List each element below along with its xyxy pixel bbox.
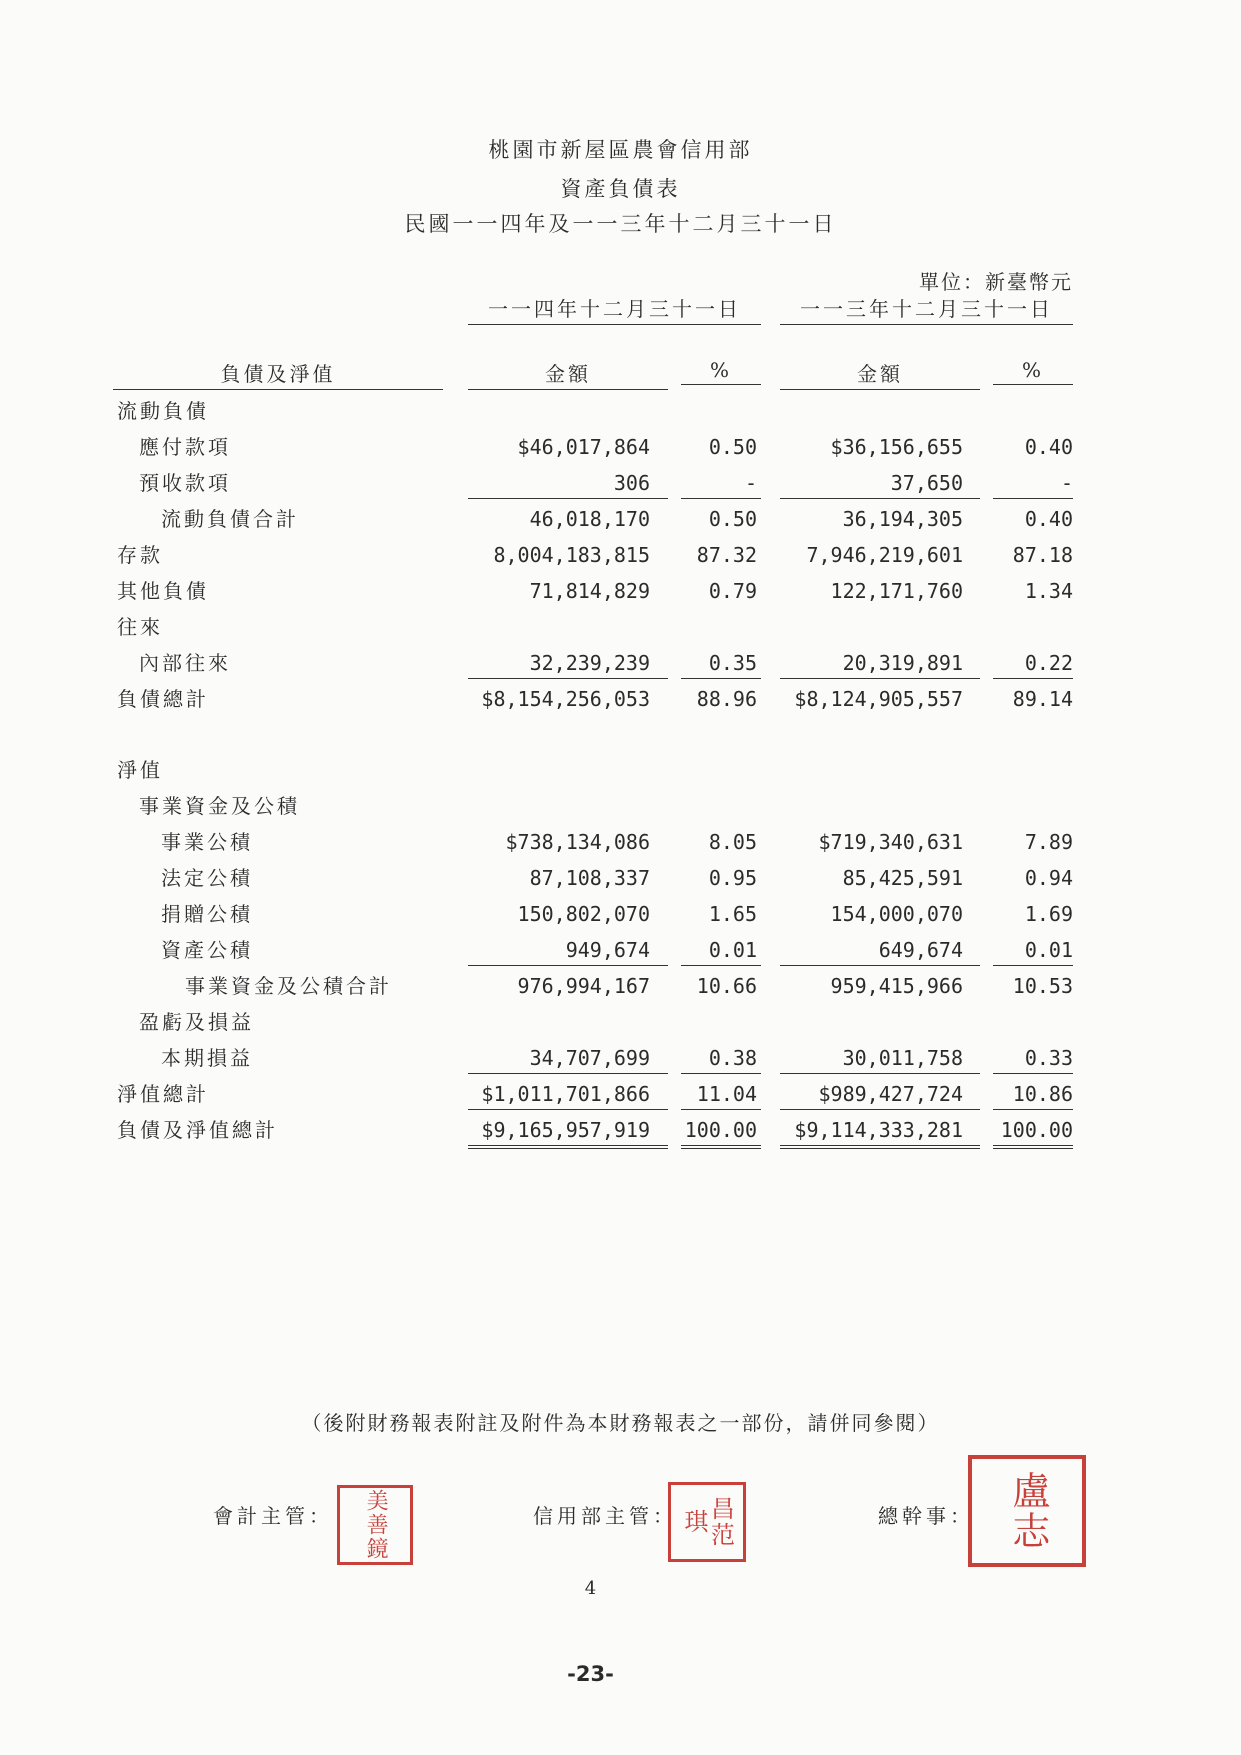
row-label: 應付款項 [139,435,231,459]
percent-2025: 0.95 [708,866,757,890]
amount-2025: $738,134,086 [505,830,650,854]
amount-2024: 959,415,966 [830,974,963,998]
amount-2025 [468,754,650,786]
subtotal-rule [993,498,1073,499]
subtotal-rule [468,498,668,499]
general-manager-seal [968,1455,1086,1567]
credit-dept-seal-text: 昌范琪 [680,1496,735,1548]
subtotal-rule [468,965,668,966]
row-label: 負債總計 [117,687,209,711]
amount-2025: $1,011,701,866 [481,1082,650,1106]
percent-2025 [681,611,757,643]
table-row [0,539,1241,571]
row-label: 內部往來 [139,651,231,675]
amount-2024: $9,114,333,281 [794,1118,963,1142]
subtotal-rule [780,498,980,499]
table-row [0,1006,1241,1038]
amount-2025 [468,395,650,427]
percent-2025: 100.00 [684,1118,757,1142]
percent-2025: 0.50 [708,507,757,531]
percent-2024: 0.01 [1024,938,1073,962]
table-row [0,790,1241,822]
table-row [0,575,1241,607]
amount-2025: 32,239,239 [529,651,650,675]
row-label: 存款 [117,543,163,567]
row-label: 盈虧及損益 [139,1010,254,1034]
percent-2024 [997,395,1073,427]
row-label: 事業資金及公積 [139,794,300,818]
amount-2025: 34,707,699 [529,1046,650,1070]
percent-2025: 88.96 [696,687,757,711]
amount-2024: 37,650 [890,471,963,495]
percent-2025: 87.32 [696,543,757,567]
amount-2025: $8,154,256,053 [481,687,650,711]
period-b-header: 一一三年十二月三十一日 [780,293,1073,325]
percent-2024: 1.69 [1024,902,1073,926]
subtotal-rule [681,1073,761,1074]
table-row [0,431,1241,463]
percent-2024 [997,611,1073,643]
subtotal-rule [993,1073,1073,1074]
accounting-supervisor-label: 會計主管： [213,1504,333,1528]
percent-2024: 0.40 [1024,507,1073,531]
row-label: 流動負債合計 [161,507,299,531]
amount-2024: $36,156,655 [830,435,963,459]
percent-2025: 0.50 [708,435,757,459]
general-manager-seal-text: 盧志 [1005,1471,1050,1551]
general-manager-label: 總幹事： [878,1504,974,1528]
table-row [0,1114,1241,1146]
amount-2024 [780,395,963,427]
report-title: 資產負債表 [560,177,681,201]
subtotal-rule [780,678,980,679]
percent-2024: 89.14 [1012,687,1073,711]
subtotal-rule [468,1073,668,1074]
amount-2024: 20,319,891 [842,651,963,675]
subtotal-rule [681,678,761,679]
percent-2024 [997,1006,1073,1038]
total-double-rule [780,1145,980,1149]
accounting-seal [337,1485,413,1565]
row-label: 法定公積 [161,866,253,890]
subtotal-rule [993,965,1073,966]
table-row [0,467,1241,499]
total-double-rule [681,1145,761,1149]
percent-2024 [997,754,1073,786]
amount-2025 [468,611,650,643]
percent-2024 [997,790,1073,822]
subtotal-rule [780,1109,980,1110]
row-label: 本期損益 [161,1046,253,1070]
percent-header-b: % [993,358,1073,385]
report-period: 民國一一四年及一一三年十二月三十一日 [404,212,837,236]
amount-2024: $719,340,631 [818,830,963,854]
amount-2024: 85,425,591 [842,866,963,890]
amount-header-a: 金額 [468,358,668,390]
amount-2025 [468,1006,650,1038]
amount-2024 [780,754,963,786]
table-row [0,934,1241,966]
amount-2025: 306 [613,471,650,495]
subtotal-rule [780,1073,980,1074]
amount-2025: 8,004,183,815 [493,543,650,567]
percent-2024: 0.40 [1024,435,1073,459]
total-double-rule [993,1145,1073,1149]
table-row [0,611,1241,643]
percent-2025 [681,395,757,427]
percent-2025: 0.38 [708,1046,757,1070]
subtotal-rule [468,1109,668,1110]
amount-2025: $9,165,957,919 [481,1118,650,1142]
org-name: 桃園市新屋區農會信用部 [488,138,753,162]
row-label: 淨值 [117,758,163,782]
amount-2025: 71,814,829 [529,579,650,603]
inner-page-number: 4 [584,1578,597,1599]
percent-2025: 0.79 [708,579,757,603]
row-label: 預收款項 [139,471,231,495]
row-label: 負債及淨值總計 [117,1118,278,1142]
credit-dept-supervisor-label: 信用部主管： [533,1504,677,1528]
percent-2024: 1.34 [1024,579,1073,603]
percent-2025: 11.04 [696,1082,757,1106]
amount-2025: 976,994,167 [517,974,650,998]
percent-2024: 0.22 [1024,651,1073,675]
footnote: （後附財務報表附註及附件為本財務報表之一部份，請併同參閱） [301,1411,940,1435]
period-a-header: 一一四年十二月三十一日 [468,293,761,325]
percent-2025: 0.35 [708,651,757,675]
row-label: 事業資金及公積合計 [185,974,392,998]
subtotal-rule [681,1109,761,1110]
label-column-header: 負債及淨值 [113,358,443,390]
subtotal-rule [681,965,761,966]
row-label: 往來 [117,615,163,639]
amount-2024: 154,000,070 [830,902,963,926]
percent-2024: 100.00 [1000,1118,1073,1142]
amount-2024: 30,011,758 [842,1046,963,1070]
row-label: 事業公積 [161,830,253,854]
amount-2025: 150,802,070 [517,902,650,926]
percent-2024: 0.94 [1024,866,1073,890]
table-row [0,754,1241,786]
subtotal-rule [993,678,1073,679]
row-label: 捐贈公積 [161,902,253,926]
table-row [0,862,1241,894]
table-row [0,503,1241,535]
row-label: 流動負債 [117,399,209,423]
accounting-seal-text: 美善鏡 [363,1489,389,1561]
percent-2024: - [1060,471,1073,495]
percent-2025: 0.01 [708,938,757,962]
amount-2025: 87,108,337 [529,866,650,890]
amount-2024: $8,124,905,557 [794,687,963,711]
currency-unit: 單位：新臺幣元 [919,270,1073,294]
total-double-rule [468,1145,668,1149]
row-label: 其他負債 [117,579,209,603]
amount-header-b: 金額 [780,358,980,390]
percent-2025: - [744,471,757,495]
amount-2024: 649,674 [878,938,963,962]
amount-2025: $46,017,864 [517,435,650,459]
amount-2025: 46,018,170 [529,507,650,531]
percent-2024: 7.89 [1024,830,1073,854]
percent-2025 [681,790,757,822]
amount-2024 [780,790,963,822]
row-label: 資產公積 [161,938,253,962]
table-row [0,395,1241,427]
page-number: -23- [567,1662,614,1686]
table-row [0,647,1241,679]
amount-2024 [780,1006,963,1038]
subtotal-rule [468,678,668,679]
table-row [0,898,1241,930]
percent-2024: 10.86 [1012,1082,1073,1106]
percent-2024: 10.53 [1012,974,1073,998]
percent-2024: 0.33 [1024,1046,1073,1070]
percent-header-a: % [681,358,761,385]
amount-2024 [780,611,963,643]
percent-2025: 1.65 [708,902,757,926]
credit-dept-seal [668,1482,746,1562]
amount-2024: 36,194,305 [842,507,963,531]
table-row [0,970,1241,1002]
amount-2024: 7,946,219,601 [806,543,963,567]
percent-2025 [681,754,757,786]
percent-2025 [681,1006,757,1038]
table-row [0,1042,1241,1074]
percent-2025: 10.66 [696,974,757,998]
table-row [0,1078,1241,1110]
table-row [0,683,1241,715]
amount-2025: 949,674 [565,938,650,962]
subtotal-rule [681,498,761,499]
amount-2024: 122,171,760 [830,579,963,603]
amount-2025 [468,790,650,822]
percent-2024: 87.18 [1012,543,1073,567]
row-label: 淨值總計 [117,1082,209,1106]
table-row [0,826,1241,858]
subtotal-rule [993,1109,1073,1110]
percent-2025: 8.05 [708,830,757,854]
amount-2024: $989,427,724 [818,1082,963,1106]
subtotal-rule [780,965,980,966]
